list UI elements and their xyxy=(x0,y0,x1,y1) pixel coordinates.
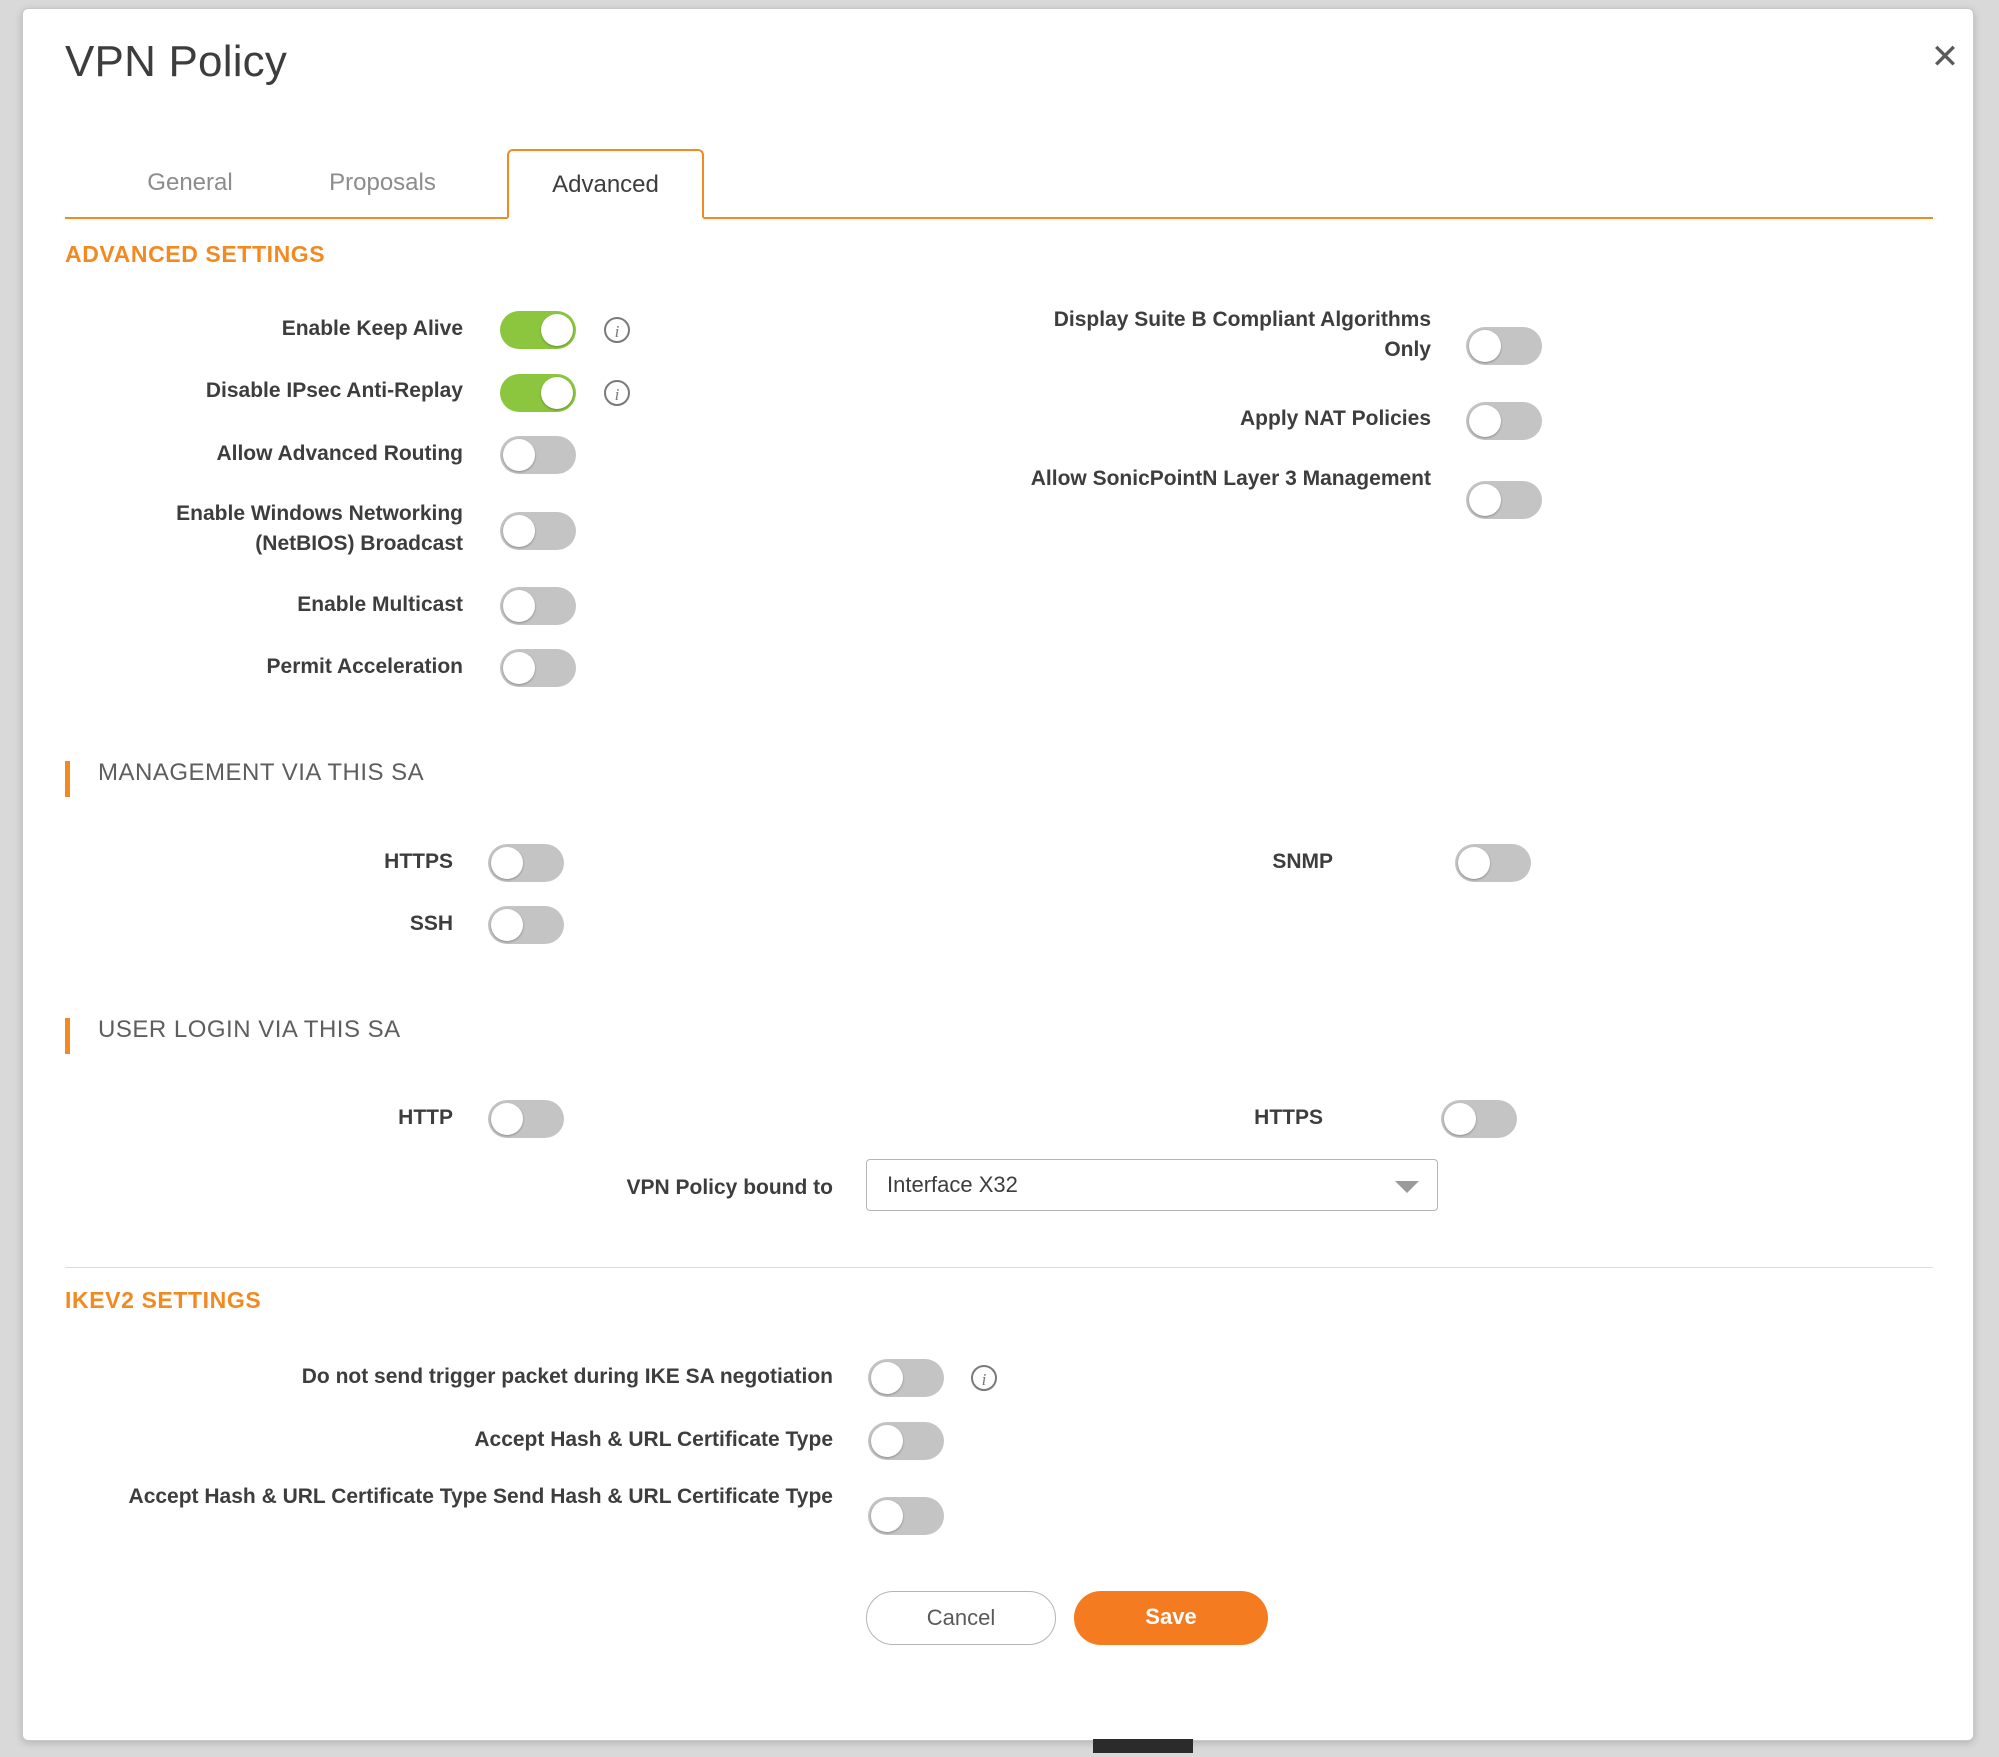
close-icon[interactable]: ✕ xyxy=(1930,38,1960,76)
toggle-knob xyxy=(491,909,523,941)
toggle-knob xyxy=(503,515,535,547)
toggle-disable-ipsec-anti-replay[interactable] xyxy=(500,374,576,412)
section-management-via-sa-heading xyxy=(98,759,424,787)
section-advanced-settings-heading: ADVANCED SETTINGS xyxy=(65,241,326,267)
label-login-https: HTTPS xyxy=(1254,1106,1323,1129)
save-button[interactable]: Save xyxy=(1074,1591,1268,1645)
section-ikev2-settings-heading: IKEV2 SETTINGS xyxy=(65,1287,262,1313)
label-apply-nat-policies: Apply NAT Policies xyxy=(1240,407,1431,430)
label-disable-ipsec-anti-replay: Disable IPsec Anti-Replay xyxy=(205,379,463,402)
label-mgmt-https: HTTPS xyxy=(384,850,453,873)
toggle-knob xyxy=(491,1103,523,1135)
toggle-knob xyxy=(1469,405,1501,437)
toggle-accept-hash-url-cert[interactable] xyxy=(868,1422,944,1460)
toggle-accept-send-hash-url-cert[interactable] xyxy=(868,1497,944,1535)
select-value: Interface X32 xyxy=(887,1172,1018,1197)
toggle-apply-nat-policies[interactable] xyxy=(1466,402,1542,440)
toggle-knob xyxy=(871,1500,903,1532)
toggle-allow-sonicpointn-l3-mgmt[interactable] xyxy=(1466,481,1542,519)
label-allow-sonicpointn-l3-mgmt: Allow SonicPointN Layer 3 Management xyxy=(1030,467,1431,490)
info-icon-no-trigger-packet[interactable]: i xyxy=(971,1365,997,1391)
tab-bar xyxy=(65,149,1933,219)
toggle-knob xyxy=(491,847,523,879)
select-vpn-policy-bound-to[interactable] xyxy=(866,1159,1438,1211)
section-divider xyxy=(65,1267,1933,1268)
label-allow-advanced-routing: Allow Advanced Routing xyxy=(216,442,463,465)
toggle-login-https[interactable] xyxy=(1441,1100,1517,1138)
toggle-knob xyxy=(503,590,535,622)
label-enable-multicast: Enable Multicast xyxy=(297,593,463,616)
toggle-mgmt-snmp[interactable] xyxy=(1455,844,1531,882)
toggle-no-trigger-packet[interactable] xyxy=(868,1359,944,1397)
toggle-knob xyxy=(503,652,535,684)
toggle-knob xyxy=(1469,330,1501,362)
cancel-button[interactable]: Cancel xyxy=(866,1591,1056,1645)
toggle-knob xyxy=(871,1425,903,1457)
section-accent-bar xyxy=(65,1018,70,1054)
section-user-login-via-sa-heading xyxy=(98,1016,401,1044)
label-no-trigger-packet: Do not send trigger packet during IKE SA negotiation xyxy=(301,1365,833,1388)
label-accept-send-hash-url-cert: Accept Hash & URL Certificate Type Send Hash & URL Certificate Type xyxy=(128,1485,833,1508)
label-mgmt-snmp: SNMP xyxy=(1272,850,1333,873)
toggle-knob xyxy=(503,439,535,471)
label-login-http: HTTP xyxy=(398,1106,453,1129)
info-icon-disable-ipsec-anti-replay[interactable]: i xyxy=(604,380,630,406)
toggle-knob xyxy=(541,377,573,409)
toggle-enable-multicast[interactable] xyxy=(500,587,576,625)
label-permit-acceleration: Permit Acceleration xyxy=(266,655,463,678)
toggle-allow-advanced-routing[interactable] xyxy=(500,436,576,474)
toggle-display-suite-b[interactable] xyxy=(1466,327,1542,365)
section-management-via-sa-label: MANAGEMENT VIA THIS SA xyxy=(98,759,425,786)
tab-advanced[interactable]: Advanced xyxy=(507,149,704,219)
label-enable-netbios-broadcast: Enable Windows Networking (NetBIOS) Broadcast xyxy=(176,502,463,555)
toggle-enable-netbios-broadcast[interactable] xyxy=(500,512,576,550)
label-enable-keep-alive: Enable Keep Alive xyxy=(281,317,463,340)
info-icon-enable-keep-alive[interactable]: i xyxy=(604,317,630,343)
toggle-mgmt-ssh[interactable] xyxy=(488,906,564,944)
toggle-knob xyxy=(1444,1103,1476,1135)
toggle-knob xyxy=(871,1362,903,1394)
vpn-policy-dialog xyxy=(22,8,1974,1741)
page-title: VPN Policy xyxy=(65,37,288,86)
section-accent-bar xyxy=(65,761,70,797)
label-display-suite-b: Display Suite B Compliant Algorithms Only xyxy=(1053,308,1431,361)
section-user-login-via-sa-label: USER LOGIN VIA THIS SA xyxy=(98,1016,401,1043)
tab-proposals[interactable]: Proposals xyxy=(329,169,436,196)
label-mgmt-ssh: SSH xyxy=(409,912,453,935)
chevron-down-icon xyxy=(1395,1181,1419,1193)
label-vpn-policy-bound-to: VPN Policy bound to xyxy=(626,1176,833,1199)
toggle-enable-keep-alive[interactable] xyxy=(500,311,576,349)
toggle-permit-acceleration[interactable] xyxy=(500,649,576,687)
toggle-knob xyxy=(541,314,573,346)
toggle-login-http[interactable] xyxy=(488,1100,564,1138)
label-accept-hash-url-cert: Accept Hash & URL Certificate Type xyxy=(474,1428,833,1451)
toggle-mgmt-https[interactable] xyxy=(488,844,564,882)
bottom-strip xyxy=(1093,1739,1193,1753)
toggle-knob xyxy=(1469,484,1501,516)
tab-general[interactable]: General xyxy=(147,169,233,196)
toggle-knob xyxy=(1458,847,1490,879)
